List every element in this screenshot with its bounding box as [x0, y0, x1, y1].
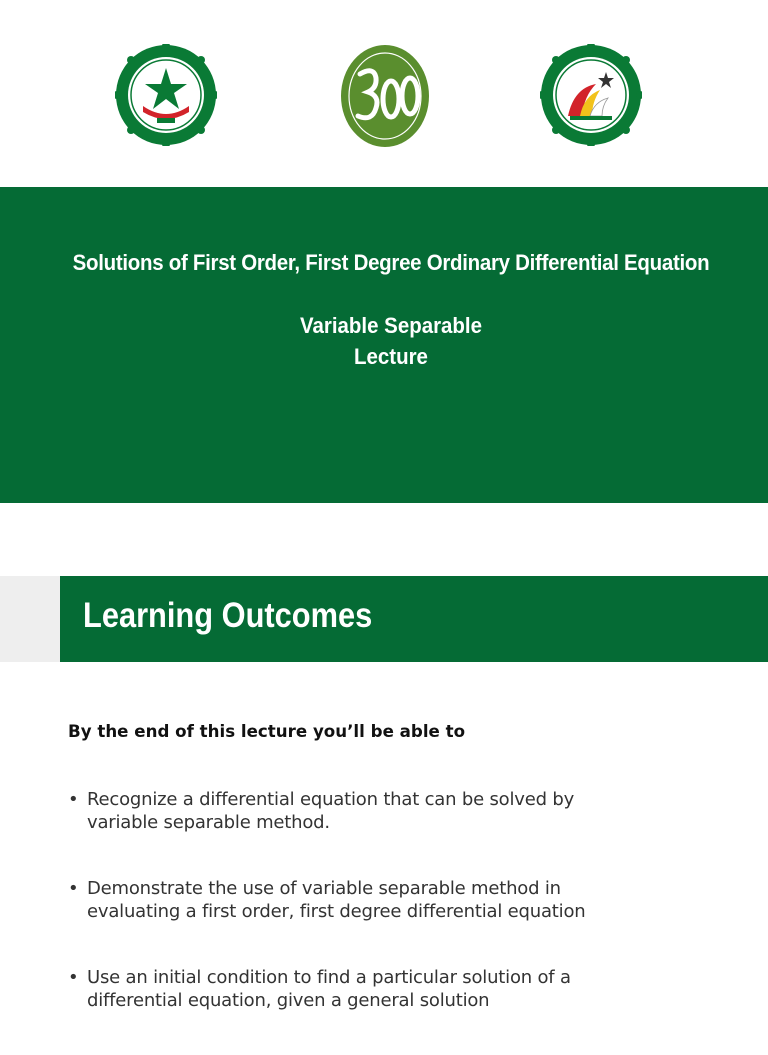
section-header-accent: [0, 576, 60, 662]
lecture-title: Solutions of First Order, First Degree Ordinary Differential Equation: [72, 250, 710, 275]
logo-row: [0, 0, 768, 187]
list-item-line: Demonstrate the use of variable separable method in: [87, 878, 561, 899]
list-item-line: differential equation, given a general solution: [87, 990, 490, 1011]
university-seal-icon: [115, 44, 217, 146]
bullet-icon: •: [68, 789, 79, 810]
list-item: [68, 877, 748, 923]
bullet-icon: •: [68, 967, 79, 988]
outcomes-intro: By the end of this lecture you’ll be able to: [68, 722, 466, 742]
bullet-icon: •: [68, 878, 79, 899]
outcomes-list: [68, 788, 748, 1055]
section-heading: Learning Outcomes: [83, 596, 373, 635]
300-anniversary-icon: [330, 44, 440, 148]
list-item-line: variable separable method.: [87, 812, 330, 833]
list-item-line: Use an initial condition to find a particular solution of a: [87, 967, 571, 988]
list-item-line: Recognize a differential equation that can be solved by: [87, 789, 575, 810]
list-item: [68, 788, 748, 834]
lecture-topic: Variable Separable: [300, 313, 482, 338]
college-seal-icon: [540, 44, 642, 146]
lecture-type: Lecture: [354, 344, 428, 369]
list-item-line: evaluating a first order, first degree differential equation: [87, 901, 586, 922]
list-item: [68, 966, 748, 1012]
